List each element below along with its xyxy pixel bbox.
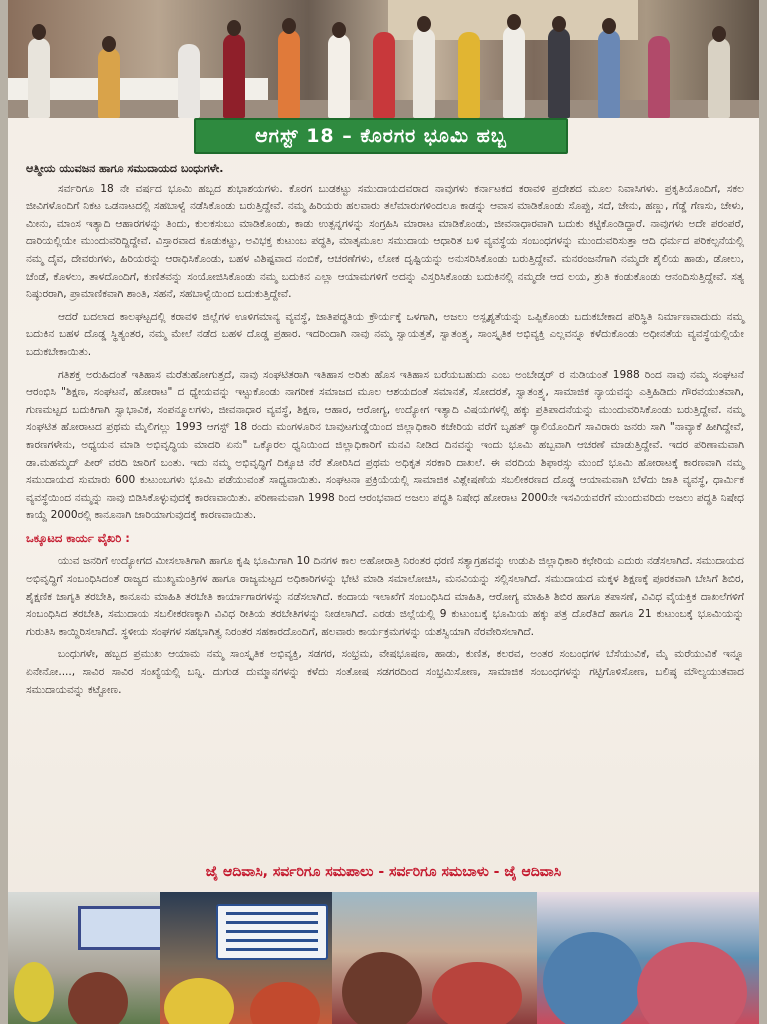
photo-person (413, 28, 435, 118)
photo-head (32, 24, 46, 40)
photo-person (648, 36, 670, 118)
photo-person (548, 28, 570, 118)
photo-crowd (637, 942, 747, 1024)
photo-crowd (14, 962, 54, 1022)
section-heading: ಒಕ್ಕೂಟದ ಕಾರ್ಯ ವೈಖರಿ : (26, 530, 130, 545)
photo-head (417, 16, 431, 32)
photo-head (227, 20, 241, 36)
photo-frame (78, 906, 160, 950)
photo-crowd (250, 982, 320, 1024)
photo-person (503, 26, 525, 118)
section-paragraph-1: ಯುವ ಜನರಿಗೆ ಉದ್ಯೋಗದ ಮೀಸಲಾತಿಗಾಗಿ ಹಾಗೂ ಕೃಷಿ ಭೂಮಿಗಾಗಿ 10 ದಿನಗಳ ಕಾಲ ಅಹೋರಾತ್ರಿ ನಿರಂತರ ಧರಣಿ ಸತ್ಯಾಗ್ರಹವನ್ನು ಉಡುಪಿ ಜಿಲ್ಲಾಧಿಕಾರಿ ಕಛೇರಿಯ ಎದುರು ನಡೆಸಲಾಗಿದೆ. ಸಮುದಾಯದ ಅಭಿವೃದ್ಧಿಗೆ ಸಂಬಂಧಿಸಿದಂತೆ ರಾಜ್ಯದ ಮುಖ್ಯಮಂತ್ರಿಗಳ ಹಾಗೂ ರಾಜ್ಯಮಟ್ಟದ ಅಧಿಕಾರಿಗಳನ್ನು ಭೇಟಿ ಮಾಡಿ ಸಮಾಲೋಚಿಸಿ, ಮನವಿಯನ್ನು ಸಲ್ಲಿಸಲಾಗಿದೆ. ಸಮುದಾಯದ ಮಕ್ಕಳ ಶಿಕ್ಷಣಕ್ಕೆ ಪೂರಕವಾಗಿ ಬೇಸಿಗೆ ಶಿಬಿರ, ಶೈಕ್ಷಣಿಕ ಜಾಗೃತಿ ತರಬೇತಿ, ಕಾನೂನು ಮಾಹಿತಿ ತರಬೇತಿ ಕಾರ್ಯಾಗಾರಗಳನ್ನು ನಡೆಸಲಾಗಿದೆ. ಕಂದಾಯ ಇಲಾಖೆಗೆ ಸಂಬಂಧಿಸಿದ ಮಾಹಿತಿ, ಆರೋಗ್ಯ ಮಾಹಿತಿ ಶಿಬಿರ ಹಾಗೂ ತಪಾಸಣೆ, ವಿವಿಧ ವೈಯಕ್ತಿಕ ದಾಖಲೆಗಳಿಗೆ ಸಂಬಂಧಿಸಿದ ತರಬೇತಿ, ಸಮುದಾಯ ಸಬಲೀಕರಣಕ್ಕಾಗಿ ವಿವಿಧ ರೀತಿಯ ತರಬೇತಿಗಳನ್ನು ನೀಡಲಾಗಿದೆ. ಎರಡು ಜಿಲ್ಲೆಯಲ್ಲಿ 9 ಕುಟುಂಬಕ್ಕೆ ಭೂಮಿಯ ಹಕ್ಕು ಪತ್ರ ದೊರೆತಿದೆ ಹಾಗೂ 21 ಕುಟುಂಬಕ್ಕೆ ಭೂಮಿಯನ್ನು ಗುರುತಿಸಿ ಕಾಯ್ದಿರಿಸಲಾಗಿದೆ. ಸ್ಥಳೀಯ ಸಂಘಗಳ ಸಹಭಾಗಿತ್ವ ನಿರಂತರ ಸಹಕಾರದೊಂದಿಗೆ, ಹಲವಾರು ಕಾರ್ಯಕ್ರಮಗಳನ್ನು ಯಶಸ್ವಿಯಾಗಿ ನೆರವೇರಿಸಲಾಗಿದೆ. (26, 555, 745, 638)
title-banner (194, 118, 568, 154)
page-title: ಆಗಸ್ಟ್ 18 – ಕೊರಗರ ಭೂಮಿ ಹಬ್ಬ (255, 125, 507, 147)
greeting: ಆತ್ಮೀಯ ಯುವಜನ ಹಾಗೂ ಸಮುದಾಯದ ಬಂಧುಗಳೇ. (26, 162, 224, 175)
photo-head (602, 18, 616, 34)
photo-crowd (164, 978, 234, 1024)
photo-person (373, 32, 395, 118)
photo-person (28, 38, 50, 118)
photo-crowd (68, 972, 128, 1024)
photo-person (708, 38, 730, 118)
photo-event-1 (8, 892, 160, 1024)
photo-head (552, 16, 566, 32)
photo-person (458, 32, 480, 118)
photo-event-2 (160, 892, 332, 1024)
photo-head (712, 26, 726, 42)
body-text (26, 160, 744, 704)
photo-crowd (342, 952, 422, 1024)
photo-person (328, 34, 350, 118)
photo-head (507, 14, 521, 30)
photo-person (98, 48, 120, 118)
paragraph-1: ಸರ್ವರಿಗೂ 18 ನೇ ವರ್ಷದ ಭೂಮಿ ಹಬ್ಬದ ಶುಭಾಶಯಗಳು. ಕೊರಗ ಬುಡಕಟ್ಟು ಸಮುದಾಯದವರಾದ ನಾವುಗಳು ಕರ್ನಾಟಕದ ಕರಾವಳಿ ಪ್ರದೇಶದ ಮೂಲ ನಿವಾಸಿಗಳು. ಪ್ರಕೃತಿಯೊಂದಿಗೆ, ಸಕಲ ಜೀವಿಗಳೊಂದಿಗೆ ನಿಕಟ ಒಡನಾಟದಲ್ಲಿ ಸಹಬಾಳ್ವೆ ನಡೆಸಿಕೊಂಡು ಬರುತ್ತಿದ್ದೇವೆ. ನಮ್ಮ ಹಿರಿಯರು ಹಲವಾರು ತಲೆಮಾರುಗಳಿಂದಲೂ ಕಾಡನ್ನು ಆವಾಸ ಮಾಡಿಕೊಂಡು ಸೊಪ್ಪು, ಸದೆ, ಜೇನು, ಹಣ್ಣು, ಗೆಡ್ಡೆ ಗೆಣಸು, ಚೇಳು, ಮೀನು, ಮಾಂಸ ಇತ್ಯಾದಿ ಆಹಾರಗಳನ್ನು ತಿಂದು, ಕುಲಕಸುಬು ಮಾಡಿಕೊಂಡು, ಕಾಡು ಉತ್ಪನ್ನಗಳನ್ನು ಸಂಗ್ರಹಿಸಿ ಮಾರಾಟ ಮಾಡಿಕೊಂಡು, ಜೀವನಾಧಾರವಾಗಿ ಬದುಕು ಕಟ್ಟಿಕೊಂಡಿದ್ದಾರೆ. ನಾವುಗಳು ಅದೇ ಪರಂಪರೆ, ದಾರಿಯಲ್ಲಿಯೇ ಮುಂದುವರಿದ್ದಿದ್ದೇವೆ. ವಿಸ್ತಾರವಾದ ಕೂಡುಕಟ್ಟು, ಅವಿಭಕ್ತ ಕುಟುಂಬ ಪದ್ಧತಿ, ಮಾತೃಮೂಲ ಸಮುದಾಯ ಆಧಾರಿತ ಬಳಿ ವ್ಯವಸ್ಥೆಯ ಸಂಬಂಧಗಳನ್ನು ಮುಂದುವರಿಸುತ್ತಾ ಆದಿ ಧರ್ಮದ ಪರಿಕಲ್ಪನೆಯಲ್ಲಿ ನಮ್ಮ ದೈವ, ದೇವರುಗಳು, ಹಿರಿಯರನ್ನು ಆರಾಧಿಸಿಕೊಂಡು, ಬಹಳ ವಿಶಿಷ್ಟವಾದ ನಂಬಿಕೆ, ಆಚರಣೆಗಳು, ಲೋಕ ದೃಷ್ಟಿಯನ್ನು ಅನುಸರಿಸಿಕೊಂಡು ಬರುತ್ತಿದ್ದೇವೆ. ಮನರಂಜನೆಗಾಗಿ ನಮ್ಮದೇ ಶೈಲಿಯ ಹಾಡು, ಡೋಲು, ಚೆಂಡೆ, ಕೊಳಲು, ತಾಳದೊಂದಿಗೆ, ಕುಣಿತವನ್ನು ಸಂಯೋಜಿಸಿಕೊಂಡು ನಮ್ಮ ಬದುಕಿನ ಎಲ್ಲಾ ಆಯಾಮಗಳಿಗೆ ಅದನ್ನು ವಿಸ್ತರಿಸಿಕೊಂಡು ಬದುಕಿನಲ್ಲಿ ನಮ್ಮದೇ ಆದ ಲಯ, ಶ್ರುತಿ ಕಂಡುಕೊಂಡು ಆನಂದಿಸುತ್ತಿದ್ದೇವೆ. ಸತ್ಯ ನಿಷ್ಠುರರಾಗಿ, ಪ್ರಾಮಾಣಿಕವಾಗಿ ಶಾಂತಿ, ಸಹನೆ, ಸಹಬಾಳ್ವೆಯಿಂದ ಬದುಕುತ್ತಿದ್ದೇವೆ. (26, 182, 744, 301)
photo-person (278, 30, 300, 118)
photo-head (282, 18, 296, 34)
photo-head (332, 22, 346, 38)
top-photo-strip (8, 0, 759, 118)
photo-event-3 (332, 892, 537, 1024)
paragraph-3: ಗತಿಶಕ್ತ ಅರುಹಿದಂತೆ ಇತಿಹಾಸ ಮರೆತುಹೋಗುತ್ತದೆ, ನಾವು ಸಂಘಟಿತರಾಗಿ ಇತಿಹಾಸ ಅರಿತು ಹೊಸ ಇತಿಹಾಸ ಬರೆಯಬಹುದು ಎಂಬ ಅಂಬೇಡ್ಕರ್ ರ ನುಡಿಯಂತೆ 1988 ರಿಂದ ನಾವು ನಮ್ಮ ಸಂಘಟನೆ ಆರಂಭಿಸಿ "ಶಿಕ್ಷಣ, ಸಂಘಟನೆ, ಹೋರಾಟ" ದ ಧ್ಯೇಯವನ್ನು ಇಟ್ಟುಕೊಂಡು ನಾಗರೀಕ ಸಮಾಜದ ಮೂಲ ಆಶಯದಂತೆ ಸಮಾನತೆ, ಸೋದರತೆ, ಸ್ವಾತಂತ್ರ್ಯ, ಸಾಮಾಜಿಕ ನ್ಯಾಯವನ್ನು ಎತ್ತಿಹಿಡಿದು ಗೌರವಯುತವಾಗಿ, ಗುಣಮಟ್ಟದ ಬದುಕಿಗಾಗಿ ಸ್ವಾಭಾವಿಕ, ಸಂಪನ್ಮೂಲಗಳು, ಜೀವನಾಧಾರ ವ್ಯವಸ್ಥೆ, ಶಿಕ್ಷಣ, ಆಹಾರ, ಆರೋಗ್ಯ, ಉದ್ಯೋಗ ಇತ್ಯಾದಿ ವಿಷಯಗಳಲ್ಲಿ ಹಕ್ಕು ಪ್ರತಿಪಾದನೆಯನ್ನು ಮುಂದುವರಿಸಿಕೊಂಡು ಬರುತ್ತಿದ್ದೇವೆ. ನಮ್ಮ ಸಂಘಟಿತ ಹೋರಾಟದ ಪ್ರಥಮ ಮೈಲಿಗಲ್ಲು 1993 ಆಗಸ್ಟ್ 18 ರಂದು ಮಂಗಳೂರಿನ ಬಾವುಟಗುಡ್ಡೆಯಿಂದ ಜಿಲ್ಲಾಧಿಕಾರಿ ಕಚೇರಿಯ ವರೆಗೆ ಬೃಹತ್ ರ್‍ಯಾಲಿಯೊಂದಿಗೆ ಸಾವಿರಾರು ಜನರು ಸಾಗಿ "ನಾವ್ಯಾಕೆ ಹೀಗಿದ್ದೇವೆ, ಕಾರಣಗಳೇನು, ಅಧ್ಯಯನ ಮಾಡಿ ಅಭಿವೃದ್ಧಿಯ ಮಾದರಿ ಏನು" ಒಕ್ಕೊರಲ ಧ್ವನಿಯಿಂದ ಜಿಲ್ಲಾಧಿಕಾರಿಗೆ ಮನವಿ ನೀಡಿದ ದಿನವನ್ನು ಇಂದು ಭೂಮಿ ಹಬ್ಬವಾಗಿ ಆಚರಣೆ ಮಾಡುತ್ತಿದ್ದೇವೆ. ಇದರ ಪರಿಣಾಮವಾಗಿ ಡಾ.ಮಹಮ್ಮದ್ ಪೀರ್ ವರದಿ ಜಾರಿಗೆ ಬಂತು. ಇದು ನಮ್ಮ ಅಭಿವೃದ್ಧಿಗೆ ದಿಕ್ಸೂಚಿ ನೆರೆ ತೋರಿಸಿದ ಪ್ರಥಮ ಅಧಿಕೃತ ಸರಕಾರಿ ದಾಖಲೆ. ಈ ವರದಿಯ ಶಿಫಾರಸ್ಸು ಮುಂದೆ ಭೂಮಿ ಹೋರಾಟಕ್ಕೆ ಕಾರಣವಾಗಿ ನಮ್ಮ ಸಮುದಾಯದ ಸುಮಾರು 600 ಕುಟುಂಬಗಳು ಭೂಮಿ ಪಡೆಯುವಂತೆ ಸಾಧ್ಯವಾಯಿತು. ಸಂಘಟನಾ ಪ್ರಕ್ರಿಯೆಯಲ್ಲಿ ಸಾಮಾಜಿಕ ವಿಶ್ಲೇಷಣೆಯ ಸಬಲೀಕರಣದ ದೊಡ್ಡ ಆಯಾಮವಾಗಿ ಬೆಳೆದು ಜಾತಿ ವ್ಯವಸ್ಥೆ, ಧಾರ್ಮಿಕ ವ್ಯವಸ್ಥೆಯಿಂದ ನಮ್ಮನ್ನು ನಾವು ಬಿಡಿಸಿಕೊಳ್ಳುವುದಕ್ಕೆ ಕಾರಣವಾಯಿತು. ಪರಿಣಾಮವಾಗಿ 1998 ರಿಂದ ಆರಂಭವಾದ ಅಜಲು ಪದ್ಧತಿ ನಿಷೇಧ ಹೋರಾಟ 2000ನೇ ಇಸವಿಯವರೆಗೆ ಮುಂದುವರಿದು ಅಜಲು ಪದ್ಧತಿ ನಿಷೇಧ ಕಾಯ್ದೆ 2000ರಲ್ಲಿ ಕಾನೂನಾಗಿ ಜಾರಿಯಾಗುವುದಕ್ಕೆ ಕಾರಣವಾಯಿತು. (26, 368, 744, 522)
poster-sheet (8, 0, 759, 1024)
photo-person (178, 44, 200, 118)
bottom-photo-strip (8, 892, 759, 1024)
slogan: ಜೈ ಆದಿವಾಸಿ, ಸರ್ವರಿಗೂ ಸಮಪಾಲು - ಸರ್ವರಿಗೂ ಸಮಬಾಳು - ಜೈ ಆದಿವಾಸಿ (205, 864, 562, 880)
photo-event-4 (537, 892, 759, 1024)
photo-crowd (543, 932, 643, 1024)
photo-banner (216, 904, 328, 960)
photo-head (102, 36, 116, 52)
photo-person (223, 34, 245, 118)
photo-person (598, 30, 620, 118)
section-paragraph-2: ಬಂಧುಗಳೇ, ಹಬ್ಬದ ಪ್ರಮುಖ ಆಯಾಮ ನಮ್ಮ ಸಾಂಸ್ಕೃತಿಕ ಅಭಿವ್ಯಕ್ತಿ, ಸಡಗರ, ಸಂಭ್ರಮ, ವೇಷಭೂಷಣ, ಹಾಡು, ಕುಣಿತ, ಕಲರವ, ಅಂತರ ಸಂಬಂಧಗಳ ಬೆಸೆಯುವಿಕೆ, ಮೈ ಮರೆಯುವಿಕೆ ಇನ್ನೂ ಏನೇನೋ...., ಸಾವಿರ ಸಾವಿರ ಸಂಖ್ಯೆಯಲ್ಲಿ ಬನ್ನಿ. ದುಗುಡ ದುಮ್ಮಾನಗಳನ್ನು ಕಳೆದು ಸಂತೋಷ ಸಡಗರದಿಂದ ಸಂಭ್ರಮಿಸೋಣ, ಸಾಮಾಜಿಕ ಸಂಬಂಧಗಳನ್ನು ಗಟ್ಟಿಗೊಳಿಸೋಣ, ಬಲಿಷ್ಠ ಮೌಲ್ಯಯುತವಾದ ಸಮುದಾಯವನ್ನು ಕಟ್ಟೋಣ. (26, 648, 744, 696)
paragraph-2: ಆದರೆ ಬದಲಾದ ಕಾಲಘಟ್ಟದಲ್ಲಿ ಕರಾವಳಿ ಜಿಲ್ಲೆಗಳ ಊಳಿಗಮಾನ್ಯ ವ್ಯವಸ್ಥೆ, ಜಾತಿಪದ್ಧತಿಯ ಕ್ರೌರ್ಯಕ್ಕೆ ಒಳಗಾಗಿ, ಅಜಲು ಅಸ್ಪೃಶ್ಯತೆಯನ್ನು ಒಪ್ಪಿಕೊಂಡು ಬದುಕಬೇಕಾದ ಪರಿಸ್ಥಿತಿ ನಿರ್ಮಾಣವಾದುದು ನಮ್ಮ ಬದುಕಿನ ಬಹಳ ದೊಡ್ಡ ಸ್ಥಿತ್ಯಂತರ, ನಮ್ಮ ಮೇಲೆ ನಡೆದ ಬಹಳ ದೊಡ್ಡ ಪ್ರಹಾರ. ಇದರಿಂದಾಗಿ ನಾವು ನಮ್ಮ ಸ್ವಾಯತ್ತತೆ, ಸ್ವಾತಂತ್ರ್ಯ, ಸಾಂಸ್ಕೃತಿಕ ಅಭಿವ್ಯಕ್ತಿ ಎಲ್ಲವನ್ನೂ ಕಳೆದುಕೊಂಡು ಅಧೀನತೆಯ ವ್ಯವಸ್ಥೆಯಲ್ಲಿಯೇ ಬದುಕಬೇಕಾಯಿತು. (26, 310, 744, 358)
photo-crowd (432, 962, 522, 1024)
